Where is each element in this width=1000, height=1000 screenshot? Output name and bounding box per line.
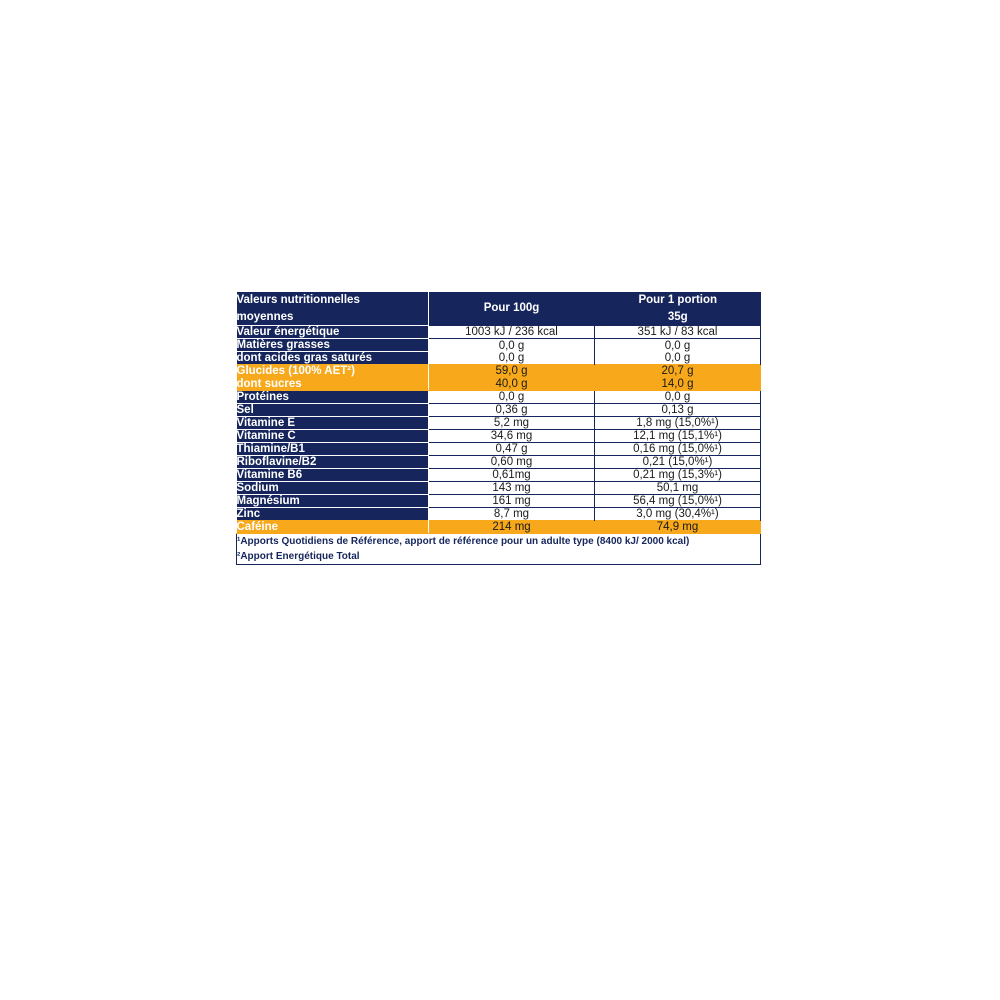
table-row: [237, 391, 761, 404]
row-value-per-100g: 0,0 g: [429, 339, 595, 352]
table-row: [237, 521, 761, 534]
row-label: Glucides (100% AET²): [237, 365, 429, 378]
row-value-per-portion: 0,0 g: [595, 352, 761, 365]
row-value-per-portion: 14,0 g: [595, 378, 761, 391]
row-label: Caféine: [237, 521, 429, 534]
row-value-per-100g: 0,61mg: [429, 469, 595, 482]
row-value-per-100g: 8,7 mg: [429, 508, 595, 521]
row-value-per-portion: 20,7 g: [595, 365, 761, 378]
row-value-per-portion: 12,1 mg (15,1%¹): [595, 430, 761, 443]
row-label: Vitamine B6: [237, 469, 429, 482]
header-label-cell: [237, 292, 429, 326]
row-label: Valeur énergétique: [237, 326, 429, 339]
row-value-per-100g: 34,6 mg: [429, 430, 595, 443]
table-row: [237, 404, 761, 417]
header-col-per-portion: [595, 292, 761, 326]
row-label: Matières grasses: [237, 339, 429, 352]
row-label: Sel: [237, 404, 429, 417]
footnotes-cell: [237, 534, 761, 565]
row-value-per-portion: 0,0 g: [595, 391, 761, 404]
row-value-per-100g: 0,36 g: [429, 404, 595, 417]
row-value-per-portion: 0,13 g: [595, 404, 761, 417]
header-col2-line1: Pour 1 portion: [638, 294, 718, 306]
row-value-per-portion: 0,21 mg (15,3%¹): [595, 469, 761, 482]
table-row: [237, 508, 761, 521]
table-row: [237, 443, 761, 456]
table-row: [237, 495, 761, 508]
nutrition-facts-table: [236, 292, 761, 565]
row-label: Vitamine E: [237, 417, 429, 430]
table-row: [237, 339, 761, 352]
row-label: dont sucres: [237, 378, 429, 391]
header-col1-label: Pour 100g: [483, 302, 540, 315]
table-row: [237, 456, 761, 469]
footnote-1: ¹Apports Quotidiens de Référence, apport de référence pour un adulte type (8400 kJ/ 2000 kcal): [237, 536, 690, 548]
row-value-per-portion: 0,0 g: [595, 339, 761, 352]
row-value-per-100g: 0,60 mg: [429, 456, 595, 469]
row-label: Sodium: [237, 482, 429, 495]
row-value-per-portion: 74,9 mg: [595, 521, 761, 534]
footnote-2: ²Apport Energétique Total: [237, 551, 360, 563]
header-col-per-100g: [429, 292, 595, 326]
table-row: [237, 482, 761, 495]
table-row: [237, 352, 761, 365]
table-row: [237, 430, 761, 443]
table-row: [237, 378, 761, 391]
row-value-per-100g: 40,0 g: [429, 378, 595, 391]
row-label: Riboflavine/B2: [237, 456, 429, 469]
row-value-per-portion: 3,0 mg (30,4%¹): [595, 508, 761, 521]
row-label: Thiamine/B1: [237, 443, 429, 456]
row-value-per-portion: 50,1 mg: [595, 482, 761, 495]
row-value-per-100g: 0,0 g: [429, 391, 595, 404]
table-row: [237, 326, 761, 339]
row-value-per-portion: 0,16 mg (15,0%¹): [595, 443, 761, 456]
row-value-per-100g: 0,47 g: [429, 443, 595, 456]
row-value-per-100g: 59,0 g: [429, 365, 595, 378]
row-value-per-portion: 351 kJ / 83 kcal: [595, 326, 761, 339]
row-label: Vitamine C: [237, 430, 429, 443]
row-value-per-100g: 143 mg: [429, 482, 595, 495]
row-value-per-100g: 214 mg: [429, 521, 595, 534]
row-value-per-100g: 1003 kJ / 236 kcal: [429, 326, 595, 339]
row-value-per-portion: 1,8 mg (15,0%¹): [595, 417, 761, 430]
row-label: Magnésium: [237, 495, 429, 508]
header-label-line2: moyennes: [236, 310, 294, 323]
row-value-per-100g: 5,2 mg: [429, 417, 595, 430]
header-label-line1: Valeurs nutritionnelles: [236, 294, 360, 306]
row-label: Zinc: [237, 508, 429, 521]
header-col2-line2: 35g: [667, 310, 688, 323]
row-label: Protéines: [237, 391, 429, 404]
row-value-per-100g: 161 mg: [429, 495, 595, 508]
row-value-per-portion: 0,21 (15,0%¹): [595, 456, 761, 469]
table-header-row: [237, 292, 761, 326]
table-row: [237, 417, 761, 430]
row-value-per-portion: 56,4 mg (15,0%¹): [595, 495, 761, 508]
row-label: dont acides gras saturés: [237, 352, 429, 365]
row-value-per-100g: 0,0 g: [429, 352, 595, 365]
table-row: [237, 365, 761, 378]
footnotes-row: [237, 534, 761, 565]
table-row: [237, 469, 761, 482]
